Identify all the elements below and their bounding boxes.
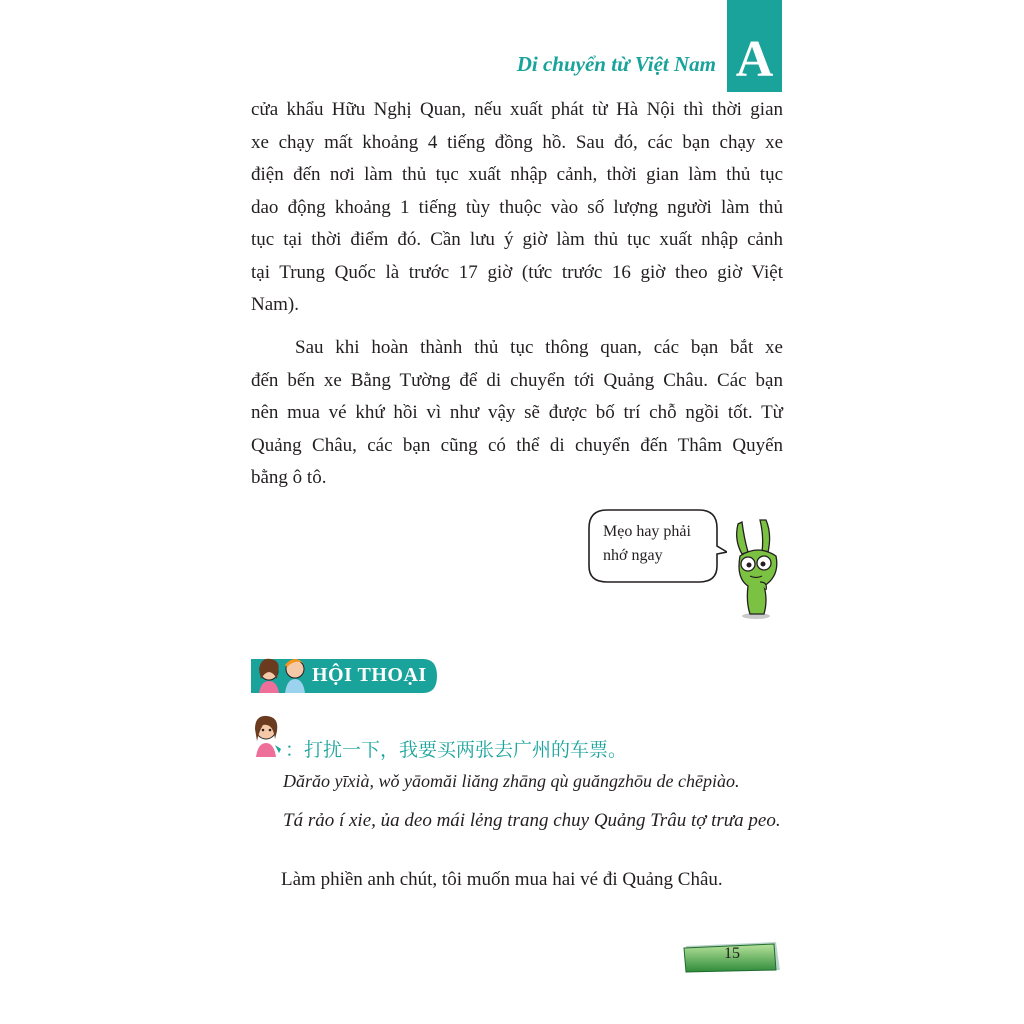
tip-text [603, 520, 691, 568]
tip-line: nhớ ngay [603, 547, 663, 564]
paragraph-line: Sau khi hoàn thành thủ tục thông quan, các bạn bắt xe [295, 337, 783, 358]
paragraph-line: Quảng Châu, các bạn cũng có thể di chuyển đến Thâm Quyến [251, 434, 783, 456]
paragraph-line: tại Trung Quốc là trước 17 giờ (tức trước 16 giờ theo giờ Việt [251, 261, 783, 283]
paragraph-line: cửa khẩu Hữu Nghị Quan, nếu xuất phát từ Hà Nội thì thời gian [251, 99, 783, 120]
vietnamese-meaning: Làm phiền anh chút, tôi muốn mua hai vé đi Quảng Châu. [281, 869, 723, 890]
paragraph-line: điện đến nơi làm thủ tục xuất nhập cảnh, thời gian làm thủ tục [251, 164, 783, 185]
chinese-sentence: ：打扰一下，我要买两张去广州的车票。 [285, 739, 628, 761]
chapter-letter: A [735, 31, 774, 88]
green-rabbit-mascot-icon [722, 516, 784, 620]
paragraph-line: xe chạy mất khoảng 4 tiếng đồng hồ. Sau đó, các bạn chạy xe [251, 131, 783, 153]
tip-speech-bubble [587, 508, 719, 578]
paragraph-line: tục tại thời điểm đó. Cần lưu ý giờ làm thủ tục xuất nhập cảnh [251, 229, 783, 250]
pinyin-sentence: Dărăo yīxià, wǒ yāomăi liăng zhāng qù guăngzhōu de chēpiào. [283, 771, 740, 791]
tip-line: Mẹo hay phải [603, 523, 691, 540]
page-number: 15 [724, 945, 740, 962]
female-speaker-icon [251, 713, 285, 757]
pronunciation-sentence: Tá rảo í xie, ủa deo mái lẻng trang chuy Quảng Trâu tợ trưa peo. [283, 810, 781, 831]
chapter-title: Di chuyển từ Việt Nam [516, 52, 716, 76]
section-title: HỘI THOẠI [312, 664, 427, 686]
paragraph-line: đến bến xe Bằng Tường để di chuyển tới Quảng Châu. Các bạn [251, 369, 783, 391]
chapter-tab [727, 0, 782, 92]
paragraph-line: Nam). [251, 294, 300, 315]
paragraph-line: dao động khoảng 1 tiếng tùy thuộc vào số lượng người làm thủ [251, 196, 783, 218]
paragraph-line: bằng ô tô. [251, 467, 327, 488]
paragraph-2 [251, 332, 783, 495]
paragraph-line: nên mua vé khứ hồi vì như vậy sẽ được bố trí chỗ ngồi tốt. Từ [251, 402, 783, 423]
paragraph-1 [251, 94, 783, 322]
